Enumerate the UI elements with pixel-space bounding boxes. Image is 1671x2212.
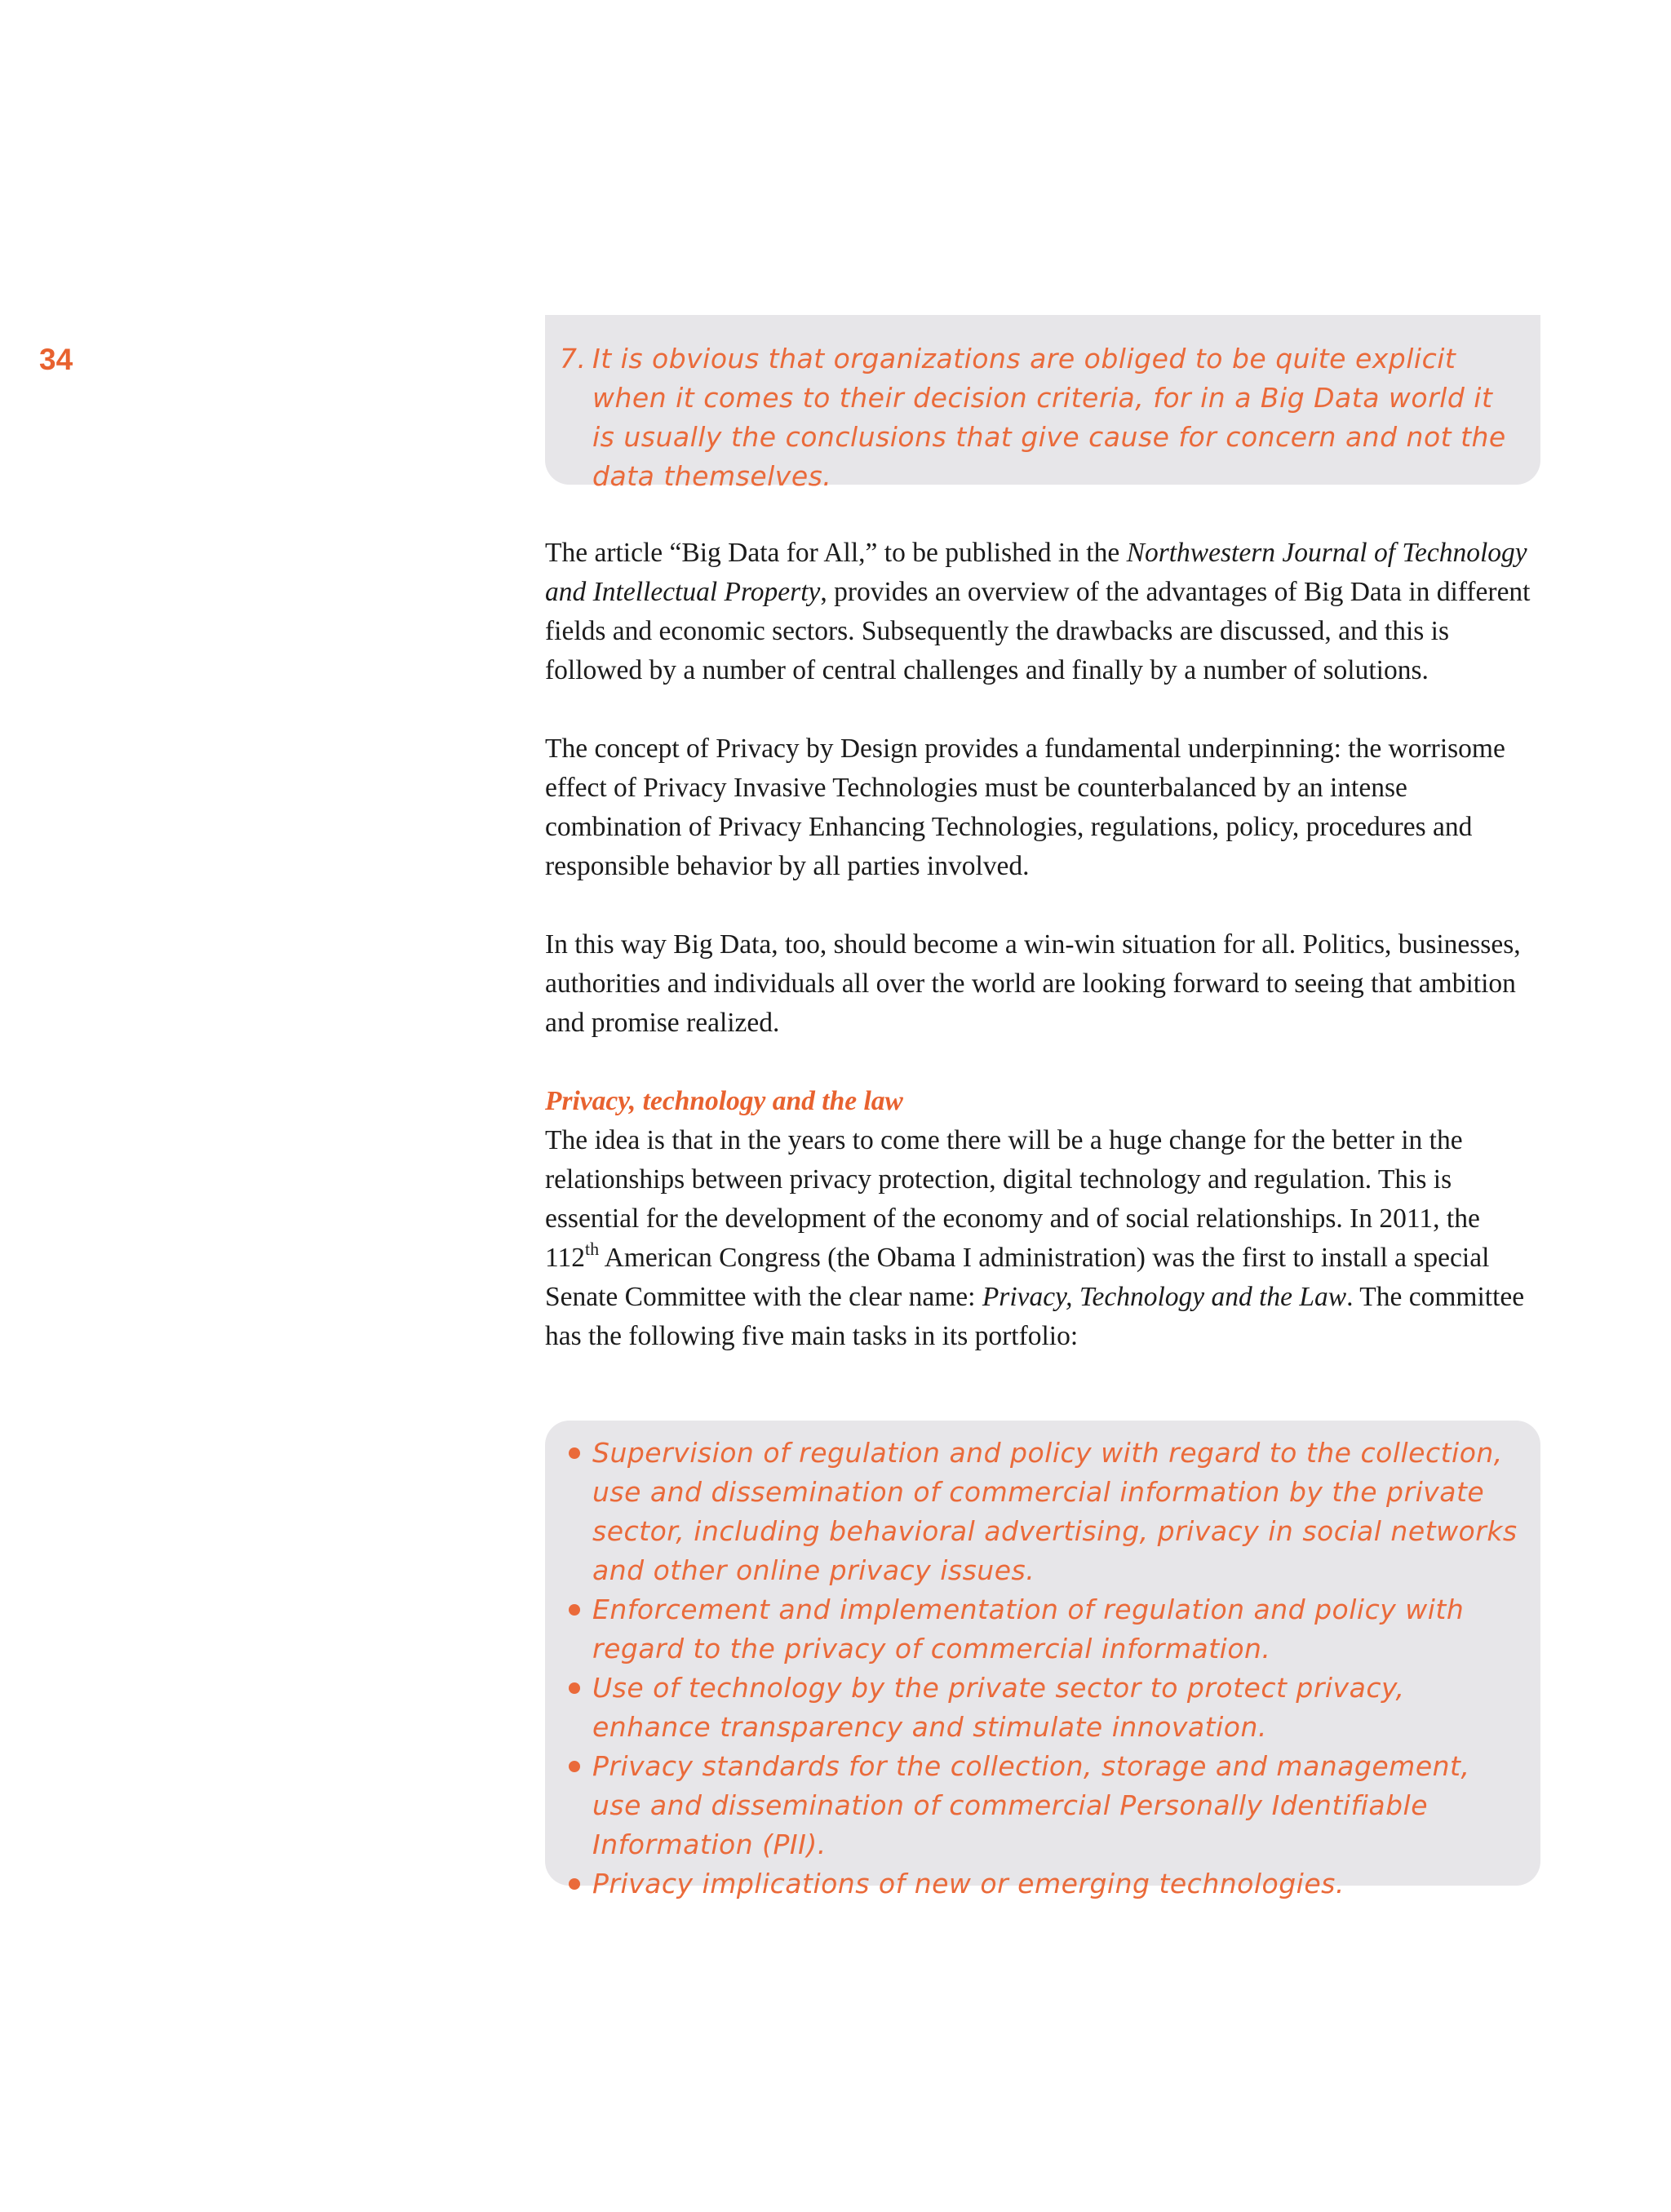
list-item	[560, 1669, 1518, 1747]
list-item	[560, 1590, 1518, 1669]
task-text: Privacy implications of new or emerging technologies.	[592, 1868, 1345, 1899]
section-heading: Privacy, technology and the law	[545, 1086, 903, 1116]
paragraph-text: American Congress (the Obama I administration) was the first to install a special Senate Committee with the clear name:	[545, 1243, 1490, 1312]
bullet-icon	[560, 1434, 592, 1590]
bullet-icon	[560, 1590, 592, 1669]
task-text: Supervision of regulation and policy with regard to the collection, use and dissemination of commercial information by the private sector, including behavioral advertising, privacy in social networks and other online privacy issues.	[592, 1437, 1518, 1586]
paragraph-big-data-for-all	[545, 534, 1540, 690]
paragraph-text: The article “Big Data for All,” to be published in the	[545, 538, 1127, 568]
task-text: Use of technology by the private sector to protect privacy, enhance transparency and stimulate innovation.	[592, 1672, 1405, 1743]
key-point-callout	[545, 315, 1540, 492]
paragraph-win-win: In this way Big Data, too, should become a win-win situation for all. Politics, businesses, authorities and individuals all over the world are looking forward to seeing that ambition and promise realized.	[545, 929, 1521, 1038]
journal-title: Northwestern Journal of Technology and Intellectual Property	[545, 538, 1527, 607]
point-text: It is obvious that organizations are obliged to be quite explicit when it comes to their decision criteria, for in a Big Data world it is usually the conclusions that give cause for concern and not the data themselves.	[592, 343, 1506, 492]
ordinal-suffix: th	[585, 1239, 600, 1259]
paragraph-text: , provides an overview of the advantages of Big Data in different fields and economic sectors. Subsequently the drawbacks are discussed, and this is followed by a number of central challenges and finally by a number of solutions.	[545, 577, 1531, 685]
task-text: Enforcement and implementation of regulation and policy with regard to the privacy of commercial information.	[592, 1594, 1465, 1665]
bullet-icon	[560, 1669, 592, 1747]
paragraph-text: . The committee has the following five main tasks in its portfolio:	[545, 1282, 1525, 1351]
body-text	[545, 534, 1540, 1356]
list-item	[560, 1864, 1518, 1904]
numbered-point	[560, 339, 1518, 496]
list-item	[560, 1747, 1518, 1864]
task-text: Privacy standards for the collection, storage and management, use and dissemination of commercial Personally Identifiable Information (PII).	[592, 1750, 1470, 1860]
paragraph-text: The idea is that in the years to come there will be a huge change for the better in the relationships between privacy protection, digital technology and regulation. This is essential for the development of the economy and of social relationships. In 2011, the 112	[545, 1125, 1480, 1273]
committee-tasks-callout	[545, 1421, 1540, 1899]
bullet-icon	[560, 1747, 592, 1864]
point-number: 7.	[560, 343, 587, 375]
paragraph-privacy-by-design: The concept of Privacy by Design provides a fundamental underpinning: the worrisome effect of Privacy Invasive Technologies must be counterbalanced by an intense combination of Privacy Enhancing Technologies, regulations, policy, procedures and responsible behavior by all parties involved.	[545, 734, 1505, 881]
list-item	[560, 1434, 1518, 1590]
page-number: 34	[39, 343, 73, 376]
committee-task-list	[560, 1434, 1518, 1904]
bullet-icon	[560, 1864, 592, 1904]
section-privacy-technology-law	[545, 1082, 1540, 1356]
committee-name: Privacy, Technology and the Law	[982, 1282, 1347, 1312]
